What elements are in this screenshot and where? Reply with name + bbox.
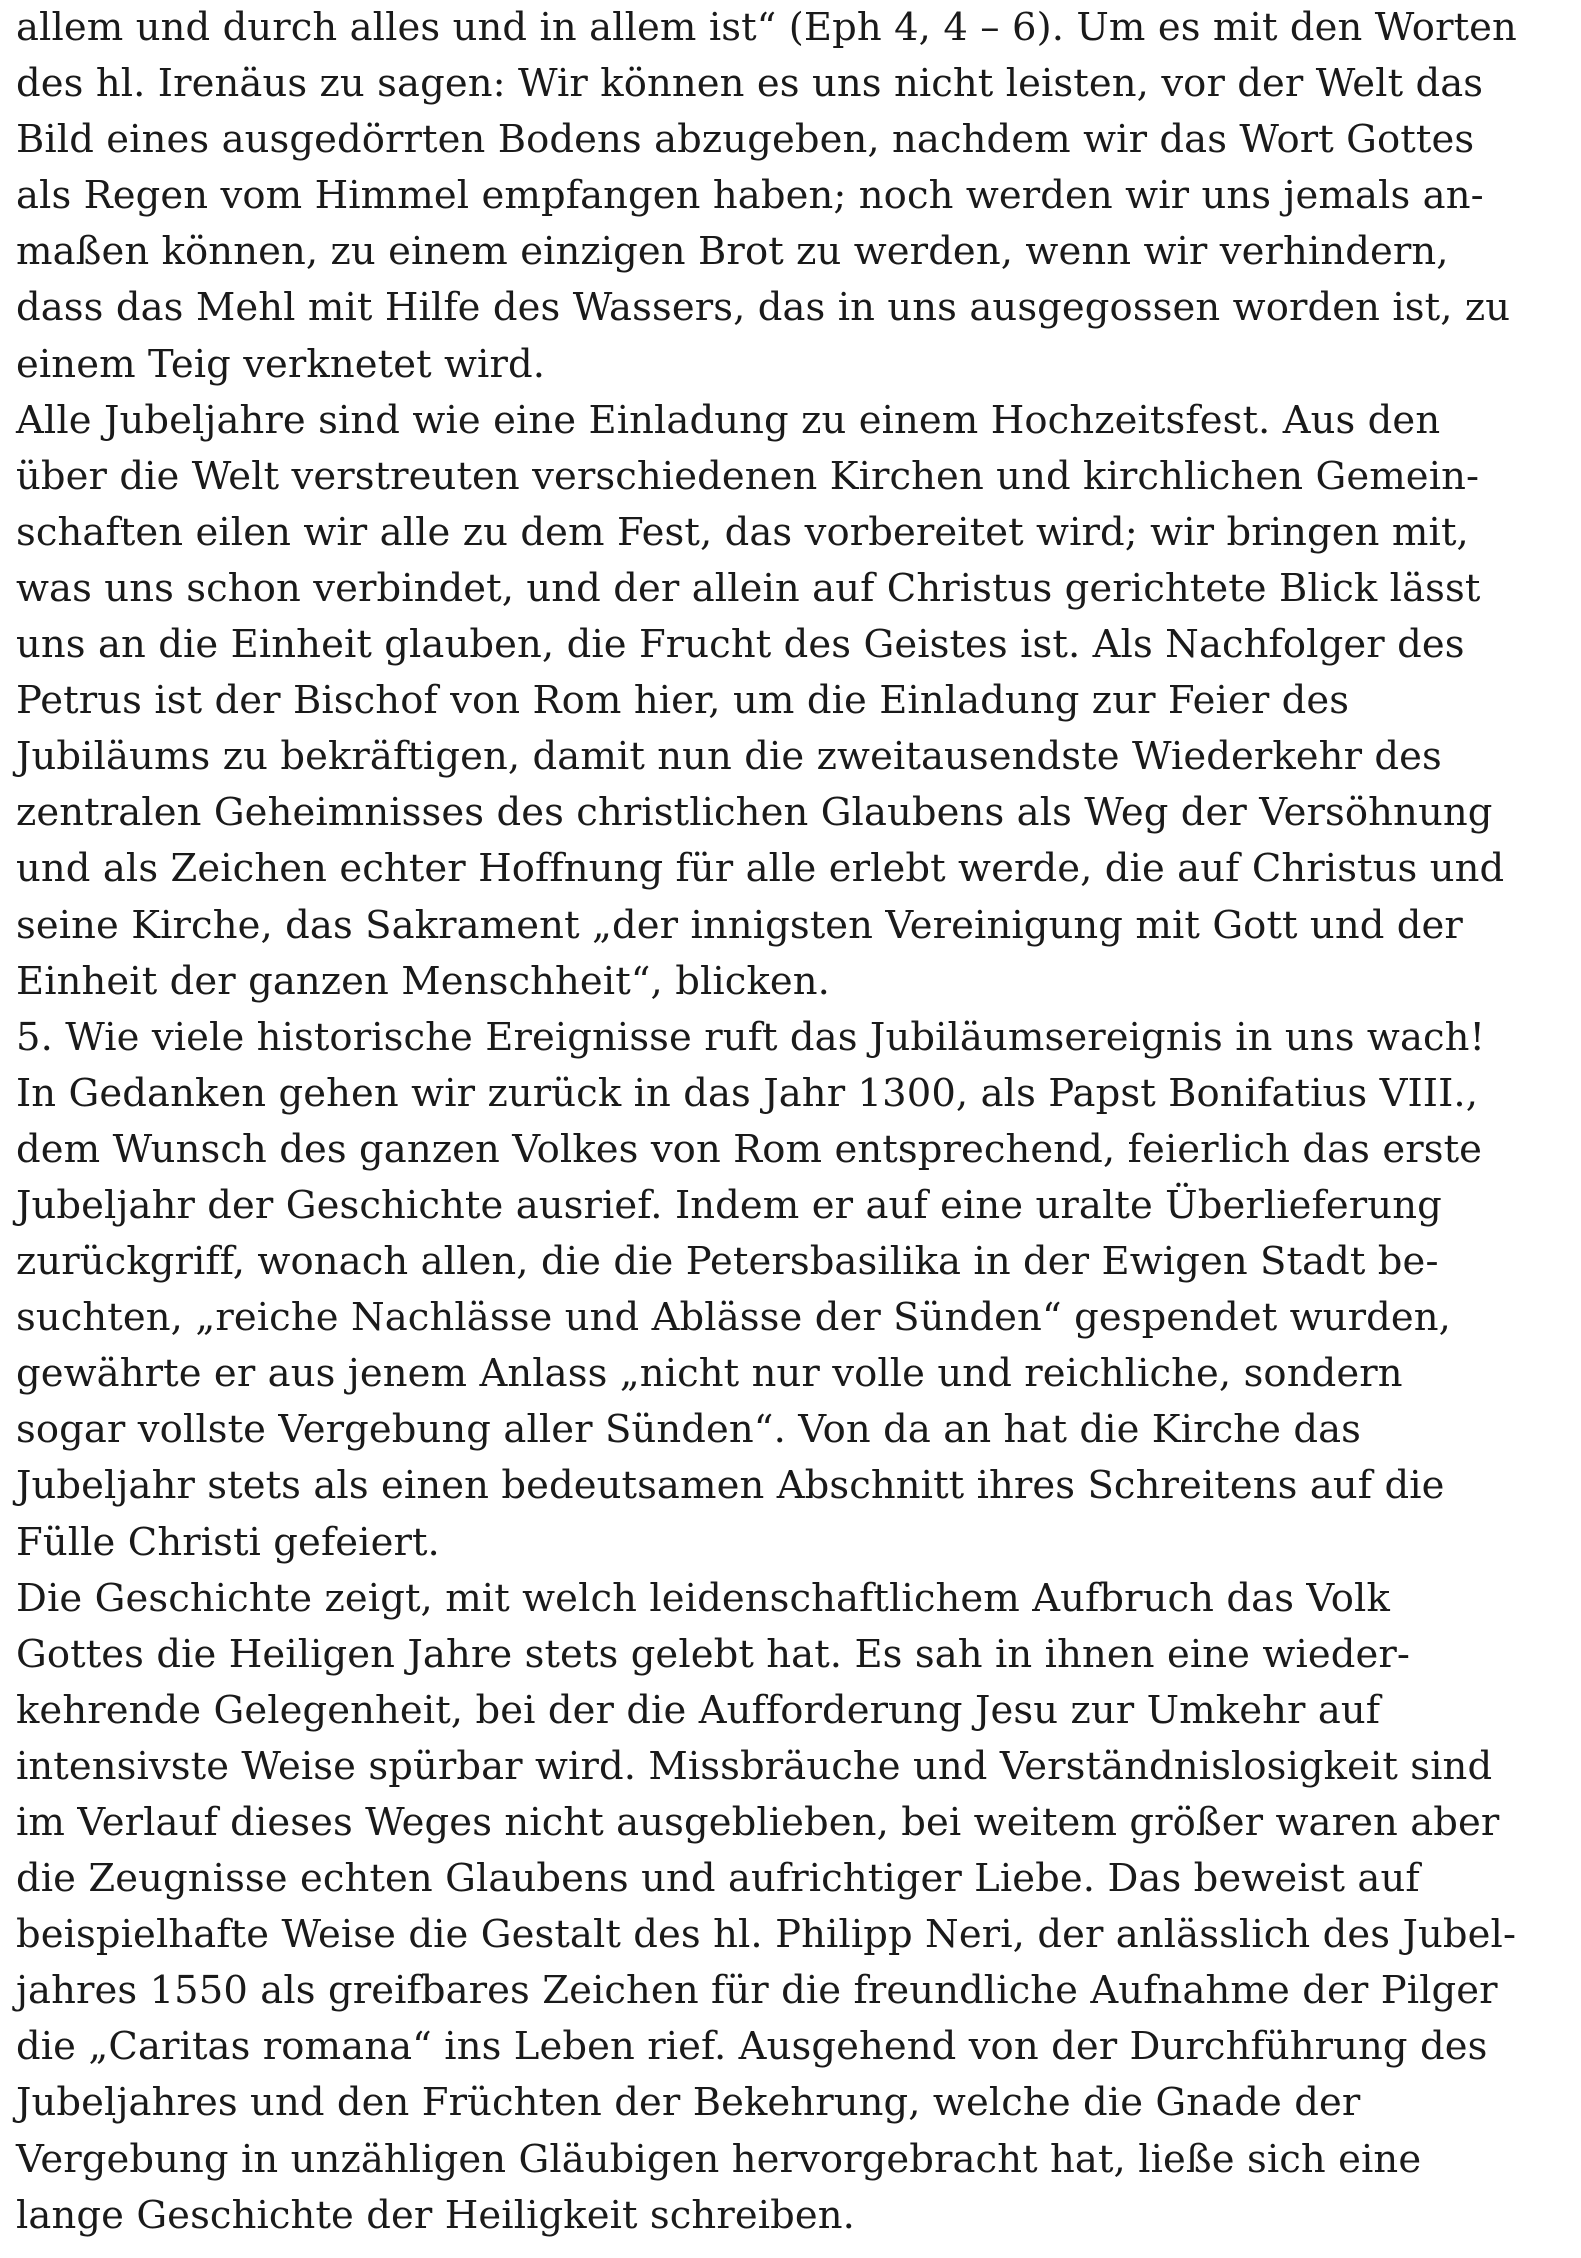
text-line: sogar vollste Vergebung aller Sünden“. Von da an hat die Kirche das — [16, 1407, 1362, 1453]
text-line: zurückgriff, wonach allen, die die Petersbasilika in der Ewigen Stadt be- — [16, 1239, 1439, 1285]
text-line: über die Welt verstreuten verschiedenen Kirchen und kirchlichen Gemein- — [16, 453, 1480, 499]
text-line: des hl. Irenäus zu sagen: Wir können es uns nicht leisten, vor der Welt das — [16, 61, 1484, 107]
text-line: die „Caritas romana“ ins Leben rief. Ausgehend von der Durchführung des — [16, 2024, 1488, 2070]
text-line: In Gedanken gehen wir zurück in das Jahr 1300, als Papst Bonifatius VIII., — [16, 1070, 1479, 1116]
text-line: Die Geschichte zeigt, mit welch leidenschaftlichem Aufbruch das Volk — [16, 1575, 1390, 1621]
text-line: und als Zeichen echter Hoffnung für alle erlebt werde, die auf Christus und — [16, 846, 1505, 892]
text-line: was uns schon verbindet, und der allein auf Christus gerichtete Blick lässt — [16, 565, 1481, 611]
text-line: uns an die Einheit glauben, die Frucht des Geistes ist. Als Nachfolger des — [16, 622, 1465, 668]
text-line: maßen können, zu einem einzigen Brot zu werden, wenn wir verhindern, — [16, 229, 1449, 275]
text-line: Jubiläums zu bekräftigen, damit nun die zweitausendste Wiederkehr des — [16, 734, 1442, 780]
text-line: als Regen vom Himmel empfangen haben; noch werden wir uns jemals an- — [16, 173, 1484, 219]
text-line: Alle Jubeljahre sind wie eine Einladung zu einem Hochzeitsfest. Aus den — [16, 397, 1441, 443]
text-line: Einheit der ganzen Menschheit“, blicken. — [16, 958, 831, 1004]
text-line: Fülle Christi gefeiert. — [16, 1519, 440, 1565]
text-line: Gottes die Heiligen Jahre stets gelebt hat. Es sah in ihnen eine wieder- — [16, 1631, 1410, 1677]
text-line: suchten, „reiche Nachlässe und Ablässe der Sünden“ gespendet wurden, — [16, 1295, 1451, 1341]
text-line: gewährte er aus jenem Anlass „nicht nur volle und reichliche, sondern — [16, 1351, 1403, 1397]
text-line: Jubeljahr der Geschichte ausrief. Indem er auf eine uralte Überlieferung — [16, 1182, 1442, 1228]
text-line: Vergebung in unzähligen Gläubigen hervorgebracht hat, ließe sich eine — [16, 2136, 1422, 2182]
text-line: seine Kirche, das Sakrament „der innigsten Vereinigung mit Gott und der — [16, 902, 1463, 948]
text-line: einem Teig verknetet wird. — [16, 341, 546, 387]
text-line: im Verlauf dieses Weges nicht ausgeblieben, bei weitem größer waren aber — [16, 1800, 1500, 1845]
text-line: dass das Mehl mit Hilfe des Wassers, das in uns ausgegossen worden ist, zu — [16, 285, 1511, 331]
text-line: intensivste Weise spürbar wird. Missbräuche und Verständnislosigkeit sind — [16, 1743, 1493, 1789]
text-line: dem Wunsch des ganzen Volkes von Rom entsprechend, feierlich das erste — [16, 1126, 1483, 1172]
text-line: Bild eines ausgedörrten Bodens abzugeben, nachdem wir das Wort Gottes — [16, 117, 1475, 163]
text-line: 5. Wie viele historische Ereignisse ruft das Jubiläumsereignis in uns wach! — [16, 1014, 1486, 1060]
text-line: die Zeugnisse echten Glaubens und aufrichtiger Liebe. Das beweist auf — [16, 1856, 1420, 1902]
text-line: kehrende Gelegenheit, bei der die Aufforderung Jesu zur Umkehr auf — [16, 1687, 1381, 1733]
document-page — [16, 0, 1566, 2244]
text-line: schaften eilen wir alle zu dem Fest, das vorbereitet wird; wir bringen mit, — [16, 509, 1469, 555]
text-line: lange Geschichte der Heiligkeit schreiben. — [16, 2192, 855, 2238]
text-line: beispielhafte Weise die Gestalt des hl. Philipp Neri, der anlässlich des Jubel- — [16, 1912, 1517, 1958]
text-line: Jubeljahres und den Früchten der Bekehrung, welche die Gnade der — [16, 2080, 1361, 2126]
text-line: jahres 1550 als greifbares Zeichen für die freundliche Aufnahme der Pilger — [16, 1968, 1498, 2014]
text-line: Jubeljahr stets als einen bedeutsamen Abschnitt ihres Schreitens auf die — [16, 1463, 1445, 1509]
text-line: allem und durch alles und in allem ist“ (Eph 4, 4 – 6). Um es mit den Worten — [16, 5, 1517, 50]
text-line: zentralen Geheimnisses des christlichen Glaubens als Weg der Versöhnung — [16, 790, 1493, 836]
text-line: Petrus ist der Bischof von Rom hier, um die Einladung zur Feier des — [16, 678, 1350, 724]
